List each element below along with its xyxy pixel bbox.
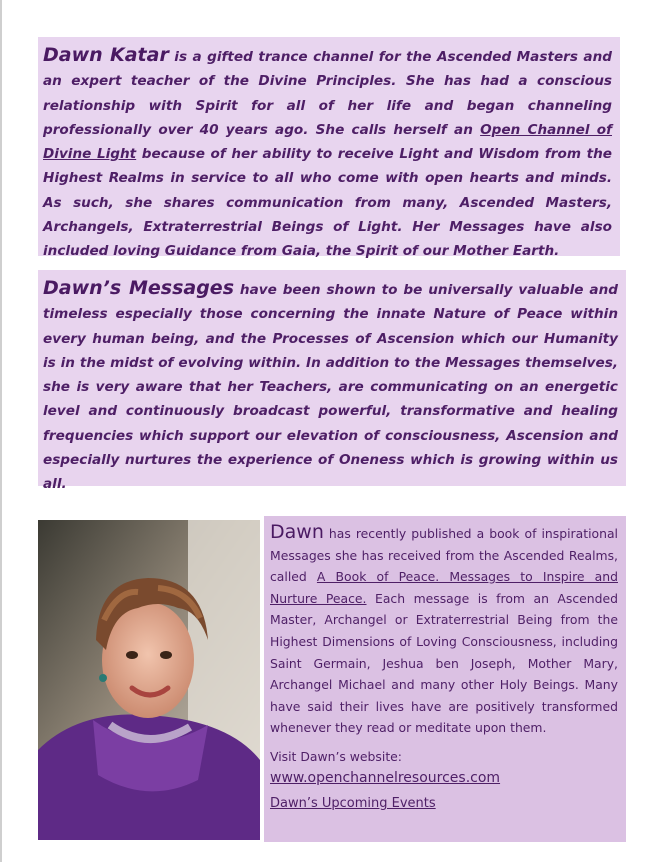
intro-text-a: is a gifted trance channel for the Ascended Masters and an expert teacher of the Divine Principles. She has had a conscious relationship with Spirit for all of her life and began channeling professionally over 40 years ago. She calls herself an	[43, 49, 612, 138]
book-lead: Dawn	[270, 521, 324, 543]
book-text-a: has recently published a book of inspirational Messages she has received from the Ascended Realms, called	[270, 526, 618, 585]
messages-paragraph	[43, 276, 618, 497]
book-link[interactable]: A Book of Peace. Messages to Inspire and Nurture Peace.	[270, 569, 618, 606]
book-section	[264, 516, 626, 842]
book-text-b: Each message is from an Ascended Master, Archangel or Extraterrestrial Being from the Highest Dimensions of Loving Consciousness, including Saint Germain, Jeshua ben Joseph, Mother Mary, Archangel Michael and many other Holy Beings. Many have said their lives have are positively transformed whenever they read or meditate upon them.	[270, 590, 618, 736]
book-paragraph	[270, 522, 618, 739]
intro-paragraph	[43, 43, 612, 264]
messages-text: have been shown to be universally valuable and timeless especially those concerning the innate Nature of Peace within every human being, and the Processes of Ascension which our Humanity is in the midst of evolving within. In addition to the Messages themselves, she is very aware that her Teachers, are communicating on an energetic level and continuously broadcast powerful, transformative and healing frequencies which support our elevation of consciousness, Ascension and especially nurtures the experience of Oneness which is growing within us all.	[43, 282, 618, 493]
author-photo-image	[38, 520, 260, 840]
upcoming-events-link[interactable]: Dawn’s Upcoming Events	[270, 795, 436, 811]
messages-heading: Dawn’s Messages	[43, 277, 234, 299]
page-edge	[0, 0, 2, 862]
visit-label: Visit Dawn’s website:	[270, 748, 402, 764]
intro-section	[38, 37, 620, 260]
website-link[interactable]: www.openchannelresources.com	[270, 769, 501, 786]
author-name: Dawn Katar	[43, 44, 169, 66]
open-channel-link[interactable]: Open Channel of Divine Light	[43, 121, 612, 163]
author-photo	[38, 520, 260, 840]
messages-section	[38, 270, 626, 493]
intro-text-b: because of her ability to receive Light and Wisdom from the Highest Realms in service to all who come with open hearts and minds. As such, she shares communication from many, Ascended Masters, Archangels, Extraterrestrial Beings of Light. Her Messages have also included loving Guidance from Gaia, the Spirit of our Mother Earth.	[43, 146, 612, 260]
